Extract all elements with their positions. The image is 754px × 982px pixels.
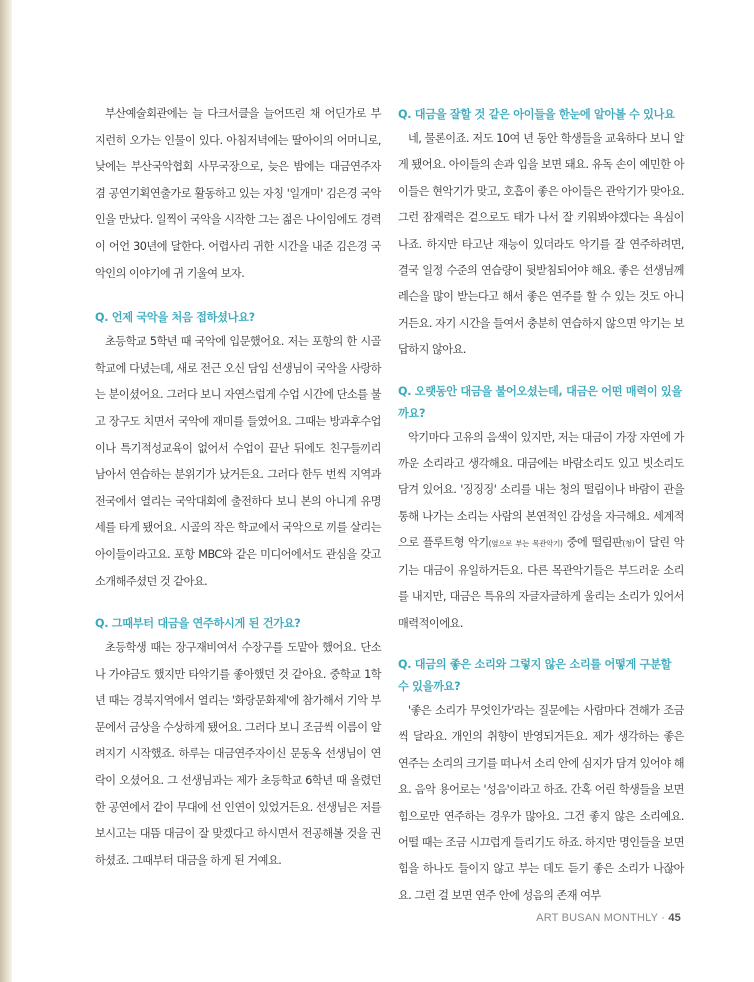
footer-separator: ·	[661, 912, 666, 924]
left-column	[95, 101, 381, 874]
question-heading: Q. 오랫동안 대금을 불어오셨는데, 대금은 어떤 매력이 있을까요?	[398, 384, 682, 420]
answer-paragraph: 악기마다 고유의 음색이 있지만, 저는 대금이 가장 자연에 가까운 소리라고 생각해요. 대금에는 바람소리도 있고 빗소리도 담겨 있어요. '징징징' 소리를 내는 청의 떨림이나 바람이 관을 통해 나가는 소리는 사람의 본연적인 감성을 자극해요. 세계적으로 플루트형 악기(옆으로 부는 목관악기) 중에 떨림판(청)이 달린 악기는 대금이 유일하거든요. 다른 목관악기들은 부드러운 소리를 내지만, 대금은 특유의 자글자글하게 울리는 소리가 있어서 매력적이에요.	[398, 430, 684, 630]
page-number: 45	[668, 912, 681, 924]
intro-paragraph: 부산예술회관에는 늘 다크서클을 늘어뜨린 채 어딘가로 부지런히 오가는 인물이 있다. 아침저녁에는 딸아이의 어머니로, 낮에는 부산국악협회 사무국장으로, 늦은 밤에는 대금연주자 겸 공연기획연출가로 활동하고 있는 자칭 '일개미' 김은경 국악인을 만났다. 일찍이 국악을 시작한 그는 젊은 나이임에도 경력이 어언 30년에 달한다. 어렵사리 귀한 시간을 내준 김은경 국악인의 이야기에 귀 기울여 보자.	[95, 107, 381, 280]
question-heading: Q. 대금을 잘할 것 같은 아이들을 한눈에 알아볼 수 있나요	[398, 108, 675, 121]
answer-paragraph: 네, 물론이죠. 저도 10여 년 동안 학생들을 교육하다 보니 알게 됐어요. 아이들의 손과 입을 보면 돼요. 유독 손이 예민한 아이들은 현악기가 맞고, 호흡이 좋은 아이들은 관악기가 맞아요. 그런 잠재력은 겉으로도 태가 나서 잘 키워봐야겠다는 욕심이 나죠. 하지만 타고난 재능이 있더라도 악기를 잘 연주하려면, 결국 일정 수준의 연습량이 뒷받침되어야 해요. 좋은 선생님께 레슨을 많이 받는다고 해서 좋은 연주를 할 수 있는 것도 아니거든요. 자기 시간을 들여서 충분히 연습하지 않으면 악기는 보답하지 않아요.	[398, 132, 684, 357]
answer-paragraph: 초등학생 때는 장구재비여서 수장구를 도맡아 했어요. 단소나 가야금도 했지만 타악기를 좋아했던 것 같아요. 중학교 1학년 때는 경북지역에서 열리는 '화랑문화제'에 참가해서 기악 부문에서 금상을 수상하게 됐어요. 그러다 보니 조금씩 이름이 알려지기 시작했죠. 하루는 대금연주자이신 문동옥 선생님이 연락이 오셨어요. 그 선생님과는 제가 초등학교 6학년 때 올렸던 한 공연에서 같이 무대에 선 인연이 있었거든요. 선생님은 저를 보시고는 대뜸 대금이 잘 맞겠다고 하시면서 전공해볼 것을 권하셨죠. 그때부터 대금을 하게 된 거예요.	[95, 641, 381, 867]
question-heading: Q. 그때부터 대금을 연주하시게 된 건가요?	[95, 617, 301, 631]
magazine-name: ART BUSAN MONTHLY	[536, 912, 658, 924]
answer-paragraph: '좋은 소리가 무엇인가'라는 질문에는 사람마다 견해가 조금씩 달라요. 개인의 취향이 반영되거든요. 제가 생각하는 좋은 연주는 소리의 크기를 떠나서 소리 안에 심지가 담겨 있어야 해요. 음악 용어로는 '성음'이라고 하죠. 간혹 어린 학생들을 보면 힘으로만 연주하는 경우가 많아요. 그건 좋지 않은 소리예요. 어떨 때는 조금 시끄럽게 들리기도 하죠. 하지만 명인들을 보면 힘을 하나도 들이지 않고 부는 데도 듣기 좋은 소리가 나잖아요. 그런 걸 보면 연주 안에 성음의 존재 여부	[398, 703, 684, 902]
page-footer	[536, 912, 681, 924]
answer-paragraph: 초등학교 5학년 때 국악에 입문했어요. 저는 포항의 한 시골 학교에 다녔는데, 새로 전근 오신 담임 선생님이 국악을 사랑하는 분이셨어요. 그러다 보니 자연스럽게 수업 시간에 단소를 불고 장구도 치면서 국악에 재미를 들였어요. 그때는 방과후수업이나 특기적성교육이 없어서 수업이 끝난 뒤에도 친구들끼리 남아서 연습하는 분위기가 났거든요. 그러다 한두 번씩 지역과 전국에서 열리는 국악대회에 출전하다 보니 본의 아니게 유명세를 타게 됐어요. 시골의 작은 학교에서 국악으로 끼를 살리는 아이들이라고요. 포항 MBC와 같은 미디어에서도 관심을 갖고 소개해주셨던 것 같아요.	[95, 335, 381, 588]
question-heading: Q. 언제 국악을 처음 접하셨나요?	[95, 311, 255, 325]
question-heading: Q. 대금의 좋은 소리와 그렇지 않은 소리를 어떻게 구분할 수 있을까요?	[398, 657, 672, 693]
page-binding-edge	[0, 0, 12, 982]
right-column	[398, 101, 684, 909]
